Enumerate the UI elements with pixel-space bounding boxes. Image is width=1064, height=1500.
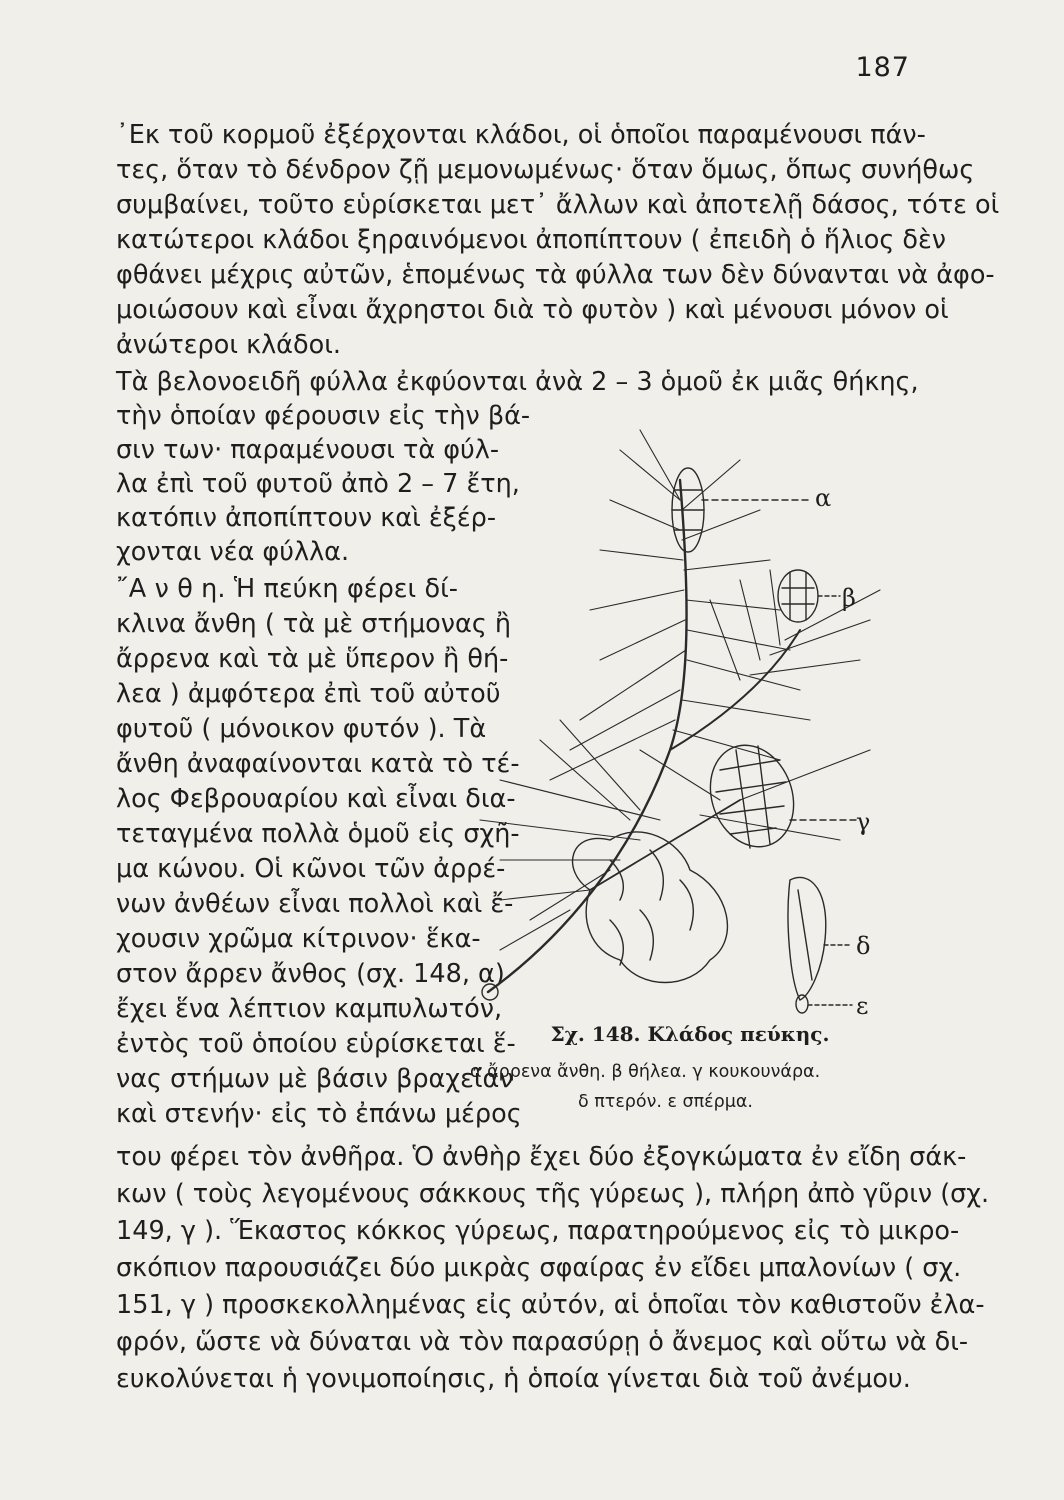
paragraph-3-line-1: ῎Α ν θ η. Ἡ πεύκη φέρει δί- (116, 574, 458, 604)
paragraph-3-line-5: φυτοῦ ( μόνοικον φυτόν ). Τὰ (116, 714, 487, 744)
paragraph-2-line-5: κατόπιν ἀποπίπτουν καὶ ἐξέρ- (116, 503, 497, 533)
paragraph-3-line-21: 151, γ ) προσκεκολλημένας εἰς αὐτόν, αἱ ὁποῖαι τὸν καθιστοῦν ἐλα- (116, 1290, 985, 1320)
paragraph-3-line-6: ἄνθη ἀναφαίνονται κατὰ τὸ τέ- (116, 749, 520, 779)
figure-caption-title: Σχ. 148. Κλάδος πεύκης. (550, 1022, 830, 1046)
figure-caption-line-1: α ἄρρενα ἄνθη. β θήλεα. γ κουκουνάρα. (470, 1062, 821, 1082)
paragraph-1-line-1: ᾿Εκ τοῦ κορμοῦ ἐξέρχονται κλάδοι, οἱ ὁποῖοι παραμένουσι πάν- (116, 120, 926, 150)
paragraph-1-line-7: ἀνώτεροι κλάδοι. (116, 330, 341, 360)
paragraph-3-line-19: 149, γ ). Ἕκαστος κόκκος γύρεως, παρατηρούμενος εἰς τὸ μικρο- (116, 1216, 960, 1246)
paragraph-3-line-18: κων ( τοὺς λεγομένους σάκκους τῆς γύρεως ), πλήρη ἀπὸ γῦριν (σχ. (116, 1179, 990, 1209)
pine-branch-figure (440, 420, 920, 1040)
paragraph-2-line-1: Τὰ βελονοειδῆ φύλλα ἐκφύονται ἀνὰ 2 – 3 ὁμοῦ ἐκ μιᾶς θήκης, (116, 367, 919, 397)
figure-label-epsilon: ε (856, 992, 869, 1020)
paragraph-3-line-8: τεταγμένα πολλὰ ὁμοῦ εἰς σχῆ- (116, 819, 520, 849)
paragraph-3-line-12: στον ἄρρεν ἄνθος (σχ. 148, α) (116, 959, 505, 989)
paragraph-3-line-9: μα κώνου. Οἱ κῶνοι τῶν ἀρρέ- (116, 854, 506, 884)
page-number: 187 (855, 52, 910, 83)
paragraph-3-line-15: νας στήμων μὲ βάσιν βραχεῖαν (116, 1064, 514, 1094)
figure-label-delta: δ (856, 932, 871, 960)
paragraph-3-line-10: νων ἀνθέων εἶναι πολλοὶ καὶ ἔ- (116, 889, 514, 919)
paragraph-3-line-22: φρόν, ὥστε νὰ δύναται νὰ τὸν παρασύρῃ ὁ ἄνεμος καὶ οὕτω νὰ δι- (116, 1327, 969, 1357)
paragraph-3-line-4: λεα ) ἀμφότερα ἐπὶ τοῦ αὐτοῦ (116, 679, 501, 709)
pine-branch-illustration (440, 420, 920, 1040)
paragraph-3-line-14: ἐντὸς τοῦ ὁποίου εὑρίσκεται ἕ- (116, 1029, 516, 1059)
figure-caption-line-2: δ πτερόν. ε σπέρμα. (578, 1092, 753, 1112)
paragraph-1-line-2: τες, ὅταν τὸ δένδρον ζῇ μεμονωμένως· ὅταν ὅμως, ὅπως συνήθως (116, 155, 975, 185)
paragraph-1-line-3: συμβαίνει, τοῦτο εὑρίσκεται μετ᾿ ἄλλων καὶ ἀποτελῇ δάσος, τότε οἱ (116, 190, 1000, 220)
figure-label-beta: β (842, 584, 856, 612)
paragraph-3-line-3: ἄρρενα καὶ τὰ μὲ ὕπερον ἢ θή- (116, 644, 509, 674)
paragraph-2-line-2: τὴν ὁποίαν φέρουσιν εἰς τὴν βά- (116, 401, 531, 431)
figure-label-alpha: α (815, 484, 832, 512)
paragraph-2-line-6: χονται νέα φύλλα. (116, 537, 350, 567)
paragraph-3-line-23: ευκολύνεται ἡ γονιμοποίησις, ἡ ὁποία γίνεται διὰ τοῦ ἀνέμου. (116, 1364, 911, 1394)
paragraph-3-line-17: του φέρει τὸν ἀνθῆρα. Ὁ ἀνθὴρ ἔχει δύο ἐξογκώματα ἐν εἴδη σάκ- (116, 1142, 967, 1172)
paragraph-1-line-5: φθάνει μέχρις αὐτῶν, ἑπομένως τὰ φύλλα των δὲν δύνανται νὰ ἀφο- (116, 260, 995, 290)
paragraph-3-line-11: χουσιν χρῶμα κίτρινον· ἕκα- (116, 924, 481, 954)
paragraph-3-line-7: λος Φεβρουαρίου καὶ εἶναι δια- (116, 784, 516, 814)
paragraph-3-line-13: ἔχει ἕνα λέπτιον καμπυλωτόν, (116, 994, 503, 1024)
figure-label-gamma: γ (856, 808, 871, 836)
paragraph-2-line-4: λα ἐπὶ τοῦ φυτοῦ ἀπὸ 2 – 7 ἔτη, (116, 469, 520, 499)
paragraph-3-line-16: καὶ στενήν· εἰς τὸ ἐπάνω μέρος (116, 1099, 522, 1129)
paragraph-3-line-20: σκόπιον παρουσιάζει δύο μικρὰς σφαίρας ἐν εἴδει μπαλονίων ( σχ. (116, 1253, 962, 1283)
paragraph-2-line-3: σιν των· παραμένουσι τὰ φύλ- (116, 435, 500, 465)
paragraph-1-line-6: μοιώσουν καὶ εἶναι ἄχρηστοι διὰ τὸ φυτὸν ) καὶ μένουσι μόνον οἱ (116, 295, 949, 325)
paragraph-3-line-2: κλινα ἄνθη ( τὰ μὲ στήμονας ἢ (116, 609, 512, 639)
paragraph-1-line-4: κατώτεροι κλάδοι ξηραινόμενοι ἀποπίπτουν ( ἐπειδὴ ὁ ἥλιος δὲν (116, 225, 947, 255)
